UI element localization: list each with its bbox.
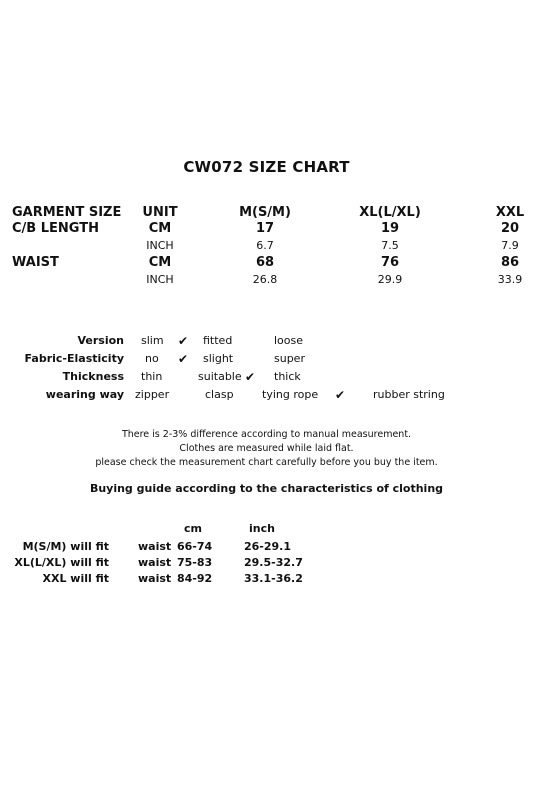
fit-row-part: waist (138, 572, 172, 585)
fit-row-label: XL(L/XL) will fit (14, 556, 109, 569)
characteristic-row-elasticity (0, 352, 533, 370)
table-cell: 20 (500, 221, 520, 236)
table-cell: 29.9 (377, 273, 403, 286)
table-cell: 86 (500, 255, 520, 270)
note-line: Clothes are measured while laid flat. (179, 443, 354, 454)
fit-header-inch: inch (249, 522, 275, 535)
characteristic-label: Version (77, 334, 124, 347)
buying-guide-title: Buying guide according to the characteristics of clothing (89, 482, 444, 495)
check-icon: ✔ (245, 370, 256, 384)
header-unit: UNIT (142, 205, 178, 220)
header-size-m: M(S/M) (239, 205, 291, 220)
row-unit: INCH (146, 273, 174, 286)
fit-row-inch: 29.5-32.7 (244, 556, 303, 569)
fit-row-cm: 75-83 (177, 556, 213, 569)
option-zipper: zipper (135, 388, 170, 401)
option-slim: slim (141, 334, 164, 347)
row-label-cb-length: C/B LENGTH (12, 221, 99, 236)
table-cell: 6.7 (256, 239, 274, 252)
option-clasp: clasp (205, 388, 234, 401)
check-icon: ✔ (335, 388, 346, 402)
table-cell: 76 (380, 255, 400, 270)
characteristic-label: Fabric-Elasticity (24, 352, 124, 365)
option-thin: thin (141, 370, 163, 383)
row-unit: INCH (146, 239, 174, 252)
option-fitted: fitted (203, 334, 233, 347)
characteristic-row-wearing-way (0, 388, 533, 406)
option-rubber-string: rubber string (373, 388, 445, 401)
note-line: There is 2-3% difference according to manual measurement. (121, 429, 412, 440)
row-unit: CM (148, 221, 172, 236)
fit-row-cm: 66-74 (177, 540, 213, 553)
fit-table (0, 520, 533, 590)
characteristic-label: wearing way (45, 388, 124, 401)
option-tying-rope: tying rope (262, 388, 319, 401)
option-no: no (145, 352, 159, 365)
fit-row-inch: 33.1-36.2 (244, 572, 303, 585)
header-size-xxl: XXL (495, 205, 525, 220)
table-cell: 7.5 (381, 239, 399, 252)
option-loose: loose (274, 334, 304, 347)
page-title: CW072 SIZE CHART (183, 158, 350, 176)
fit-row-cm: 84-92 (177, 572, 213, 585)
fit-row-inch: 26-29.1 (244, 540, 292, 553)
check-icon: ✔ (178, 334, 189, 348)
characteristic-row-thickness (0, 370, 533, 388)
table-cell: 7.9 (501, 239, 519, 252)
size-table (0, 205, 533, 295)
table-cell: 26.8 (252, 273, 278, 286)
header-size-xl: XL(L/XL) (359, 205, 421, 220)
table-cell: 17 (255, 221, 275, 236)
table-cell: 68 (255, 255, 275, 270)
fit-row-part: waist (138, 540, 172, 553)
table-cell: 33.9 (497, 273, 523, 286)
fit-row-part: waist (138, 556, 172, 569)
fit-row-label: XXL will fit (42, 572, 109, 585)
characteristic-label: Thickness (62, 370, 124, 383)
header-garment-size: GARMENT SIZE (12, 205, 122, 220)
option-super: super (274, 352, 305, 365)
measurement-notes (0, 428, 533, 470)
fit-header-cm: cm (184, 522, 202, 535)
note-line: please check the measurement chart carefully before you buy the item. (95, 457, 438, 468)
check-icon: ✔ (178, 352, 189, 366)
table-cell: 19 (380, 221, 400, 236)
fit-row-label: M(S/M) will fit (22, 540, 109, 553)
row-unit: CM (148, 255, 172, 270)
characteristics-table (0, 334, 533, 406)
option-suitable: suitable (198, 370, 242, 383)
option-slight: slight (203, 352, 234, 365)
characteristic-row-version (0, 334, 533, 352)
row-label-waist: WAIST (12, 255, 59, 270)
option-thick: thick (274, 370, 301, 383)
